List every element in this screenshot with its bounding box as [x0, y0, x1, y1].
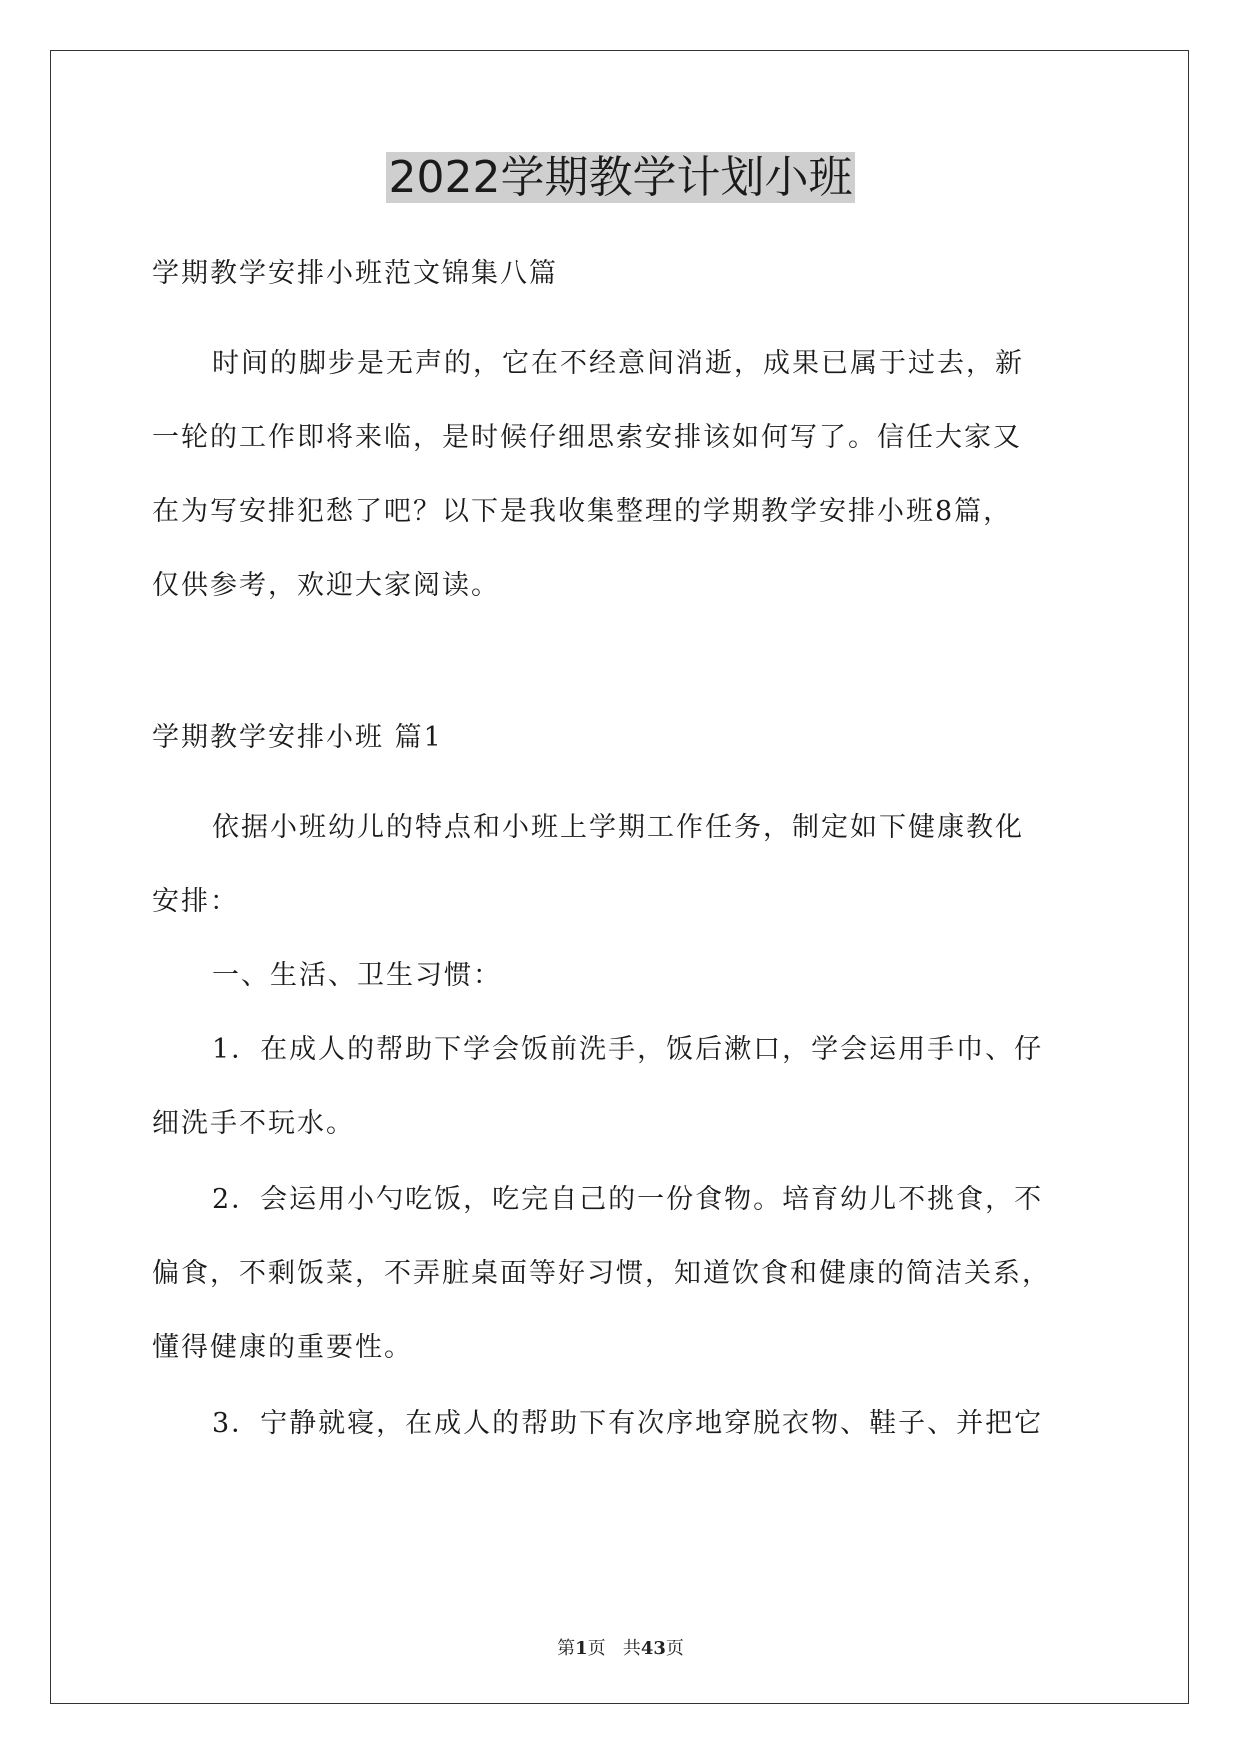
body-line-3: 一、生活、卫生习惯：	[212, 960, 502, 991]
body-line-1: 依据小班幼儿的特点和小班上学期工作任务，制定如下健康教化	[212, 812, 1024, 843]
footer-page-suffix: 页	[587, 1638, 606, 1659]
page-frame	[50, 50, 1189, 1704]
intro-line-4: 仅供参考，欢迎大家阅读。	[152, 570, 500, 601]
footer-page-number: 1	[575, 1638, 588, 1659]
document-title: 2022学期教学计划小班	[0, 150, 1241, 206]
body-line-2: 安排：	[152, 886, 239, 917]
intro-line-3: 在为写安排犯愁了吧？以下是我收集整理的学期教学安排小班8篇，	[152, 496, 1013, 527]
page-footer	[0, 1634, 1241, 1660]
footer-total-number: 43	[640, 1638, 666, 1659]
footer-total-prefix: 共	[622, 1638, 641, 1659]
section-heading: 学期教学安排小班 篇1	[152, 722, 443, 753]
footer-total-suffix: 页	[665, 1638, 684, 1659]
body-line-8: 懂得健康的重要性。	[152, 1332, 413, 1363]
subtitle: 学期教学安排小班范文锦集八篇	[152, 258, 558, 289]
body-line-9: 3．宁静就寝，在成人的帮助下有次序地穿脱衣物、鞋子、并把它	[212, 1408, 1044, 1439]
body-line-6: 2．会运用小勺吃饭，吃完自己的一份食物。培育幼儿不挑食，不	[212, 1184, 1044, 1215]
body-line-4: 1．在成人的帮助下学会饭前洗手，饭后漱口，学会运用手巾、仔	[212, 1034, 1044, 1065]
footer-page-prefix: 第	[557, 1638, 576, 1659]
intro-line-2: 一轮的工作即将来临，是时候仔细思索安排该如何写了。信任大家又	[152, 422, 1022, 453]
body-line-7: 偏食，不剩饭菜，不弄脏桌面等好习惯，知道饮食和健康的简洁关系，	[152, 1258, 1051, 1289]
body-line-5: 细洗手不玩水。	[152, 1108, 355, 1139]
intro-line-1: 时间的脚步是无声的，它在不经意间消逝，成果已属于过去，新	[212, 348, 1024, 379]
